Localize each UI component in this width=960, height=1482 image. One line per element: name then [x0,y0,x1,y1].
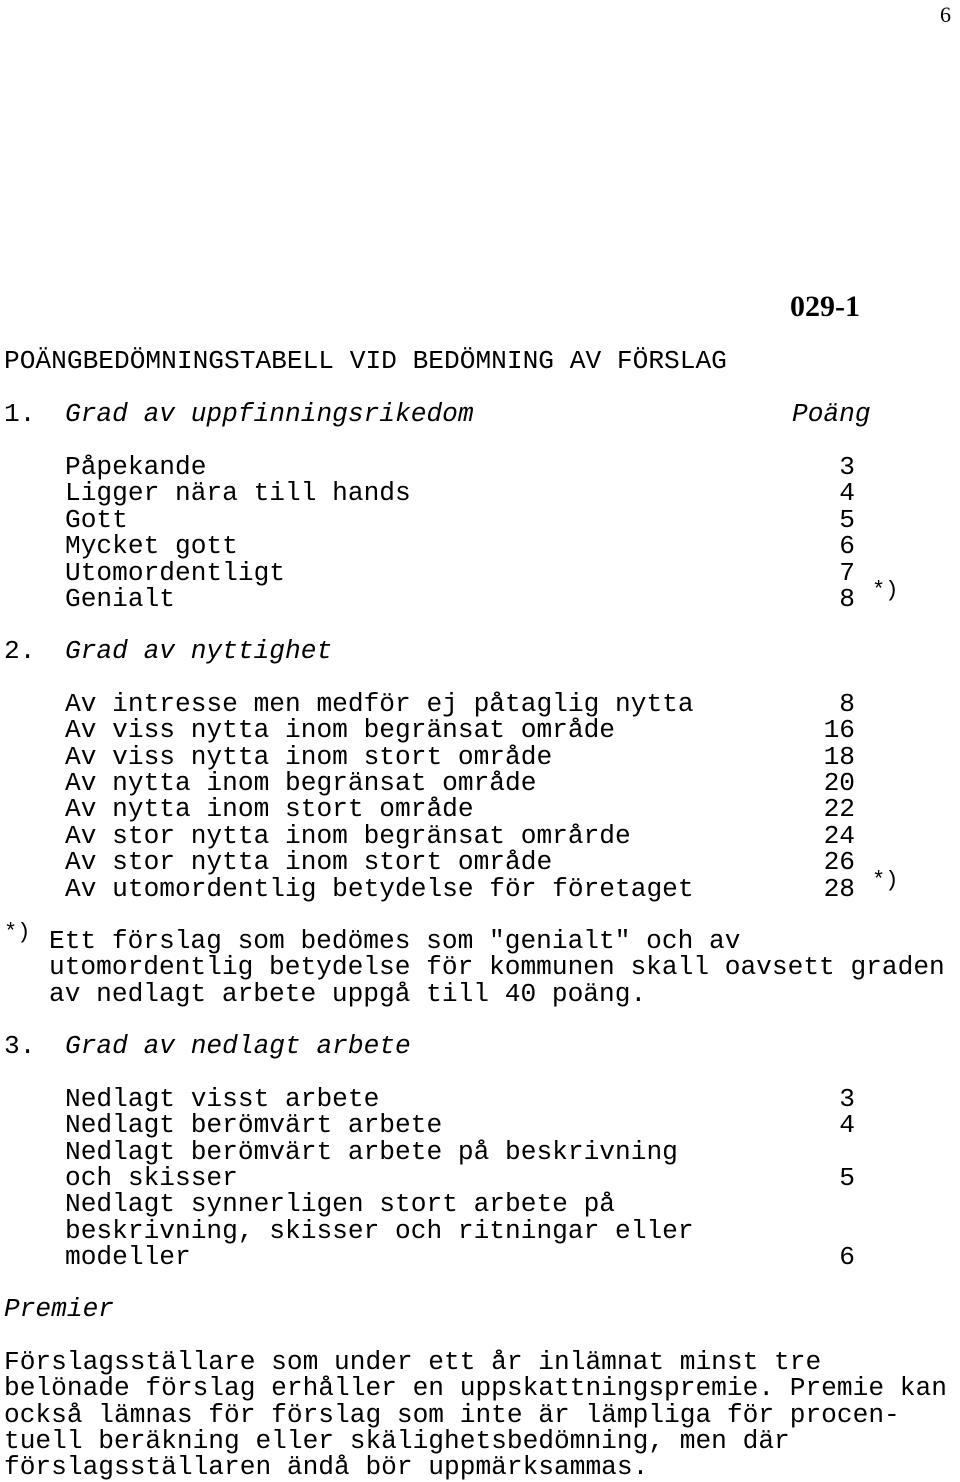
section-1-row-label: Ligger nära till hands [65,478,411,508]
section-1-row-label: Mycket gott [65,531,238,561]
footnote-reference: *) [872,578,899,603]
section-3-line-points: 4 [839,1110,855,1140]
section-2-row-points: 28 [823,874,855,904]
section-3-line: Nedlagt berömvärt arbete på beskrivning [65,1137,678,1167]
section-2-number: 2. [4,636,36,666]
section-3-line: Nedlagt berömvärt arbete [65,1110,443,1140]
section-1-row-points: 3 [839,452,855,482]
premier-line: också lämnas för förslag som inte är lämpliga för procen- [4,1400,900,1430]
section-2-row-label: Av nytta inom stort område [65,794,474,824]
document-code: 029-1 [790,290,860,323]
section-3-line: Nedlagt synnerligen stort arbete på [65,1189,616,1219]
section-3-line: Nedlagt visst arbete [65,1084,380,1114]
section-3-line-points: 5 [839,1163,855,1193]
premier-line: Förslagsställare som under ett år inlämnat minst tre [4,1347,822,1377]
premier-heading: Premier [4,1294,115,1324]
section-3-number: 3. [4,1031,36,1061]
section-2-row-label: Av viss nytta inom begränsat område [65,715,616,745]
footnote-line: av nedlagt arbete uppgå till 40 poäng. [49,979,647,1009]
footnote-marker: *) [4,920,31,945]
section-1-row-points: 7 [839,558,855,588]
section-1-row-points: 6 [839,531,855,561]
section-3-line: beskrivning, skisser och ritningar eller [65,1216,694,1246]
section-1-row-points: 8 [839,584,855,614]
section-2-row-points: 16 [823,715,855,745]
section-2-row-points: 20 [823,768,855,798]
section-2-row-label: Av viss nytta inom stort område [65,742,553,772]
section-3-line: modeller [65,1242,191,1272]
premier-line: belönade förslag erhåller en uppskattningspremie. Premie kan [4,1373,947,1403]
section-1-heading: Grad av uppfinningsrikedom [65,399,474,429]
section-1-row-label: Utomordentligt [65,558,286,588]
section-3-line-points: 3 [839,1084,855,1114]
section-2-row-label: Av nytta inom begränsat område [65,768,537,798]
section-2-row-label: Av stor nytta inom begränsat områrde [65,821,631,851]
section-1-number: 1. [4,399,36,429]
section-2-row-label: Av intresse men medför ej påtaglig nytta [65,689,694,719]
section-1-row-points: 5 [839,505,855,535]
section-1-row-label: Gott [65,505,128,535]
section-2-row-points: 18 [823,742,855,772]
section-3-line-points: 6 [839,1242,855,1272]
section-2-row-points: 8 [839,689,855,719]
section-3-line: och skisser [65,1163,238,1193]
section-2-heading: Grad av nyttighet [65,636,333,666]
footnote-line: utomordentlig betydelse för kommunen skall oavsett graden [49,952,945,982]
premier-line: förslagsställaren ändå bör uppmärksammas. [4,1452,649,1482]
section-2-row-points: 26 [823,847,855,877]
section-2-row-label: Av stor nytta inom stort område [65,847,553,877]
section-3-heading: Grad av nedlagt arbete [65,1031,411,1061]
page-title: POÄNGBEDÖMNINGSTABELL VID BEDÖMNING AV FÖRSLAG [4,346,727,376]
section-2-row-points: 24 [823,821,855,851]
points-column-header: Poäng [792,399,871,429]
page-number: 6 [940,2,951,27]
section-1-row-label: Påpekande [65,452,207,482]
section-1-row-label: Genialt [65,584,176,614]
footnote-line: Ett förslag som bedömes som "genialt" och av [49,926,741,956]
footnote-reference: *) [872,868,899,893]
section-2-row-points: 22 [823,794,855,824]
section-2-row-label: Av utomordentlig betydelse för företaget [65,874,694,904]
section-1-row-points: 4 [839,478,855,508]
premier-line: tuell beräkning eller skälighetsbedömning, men där [4,1426,790,1456]
